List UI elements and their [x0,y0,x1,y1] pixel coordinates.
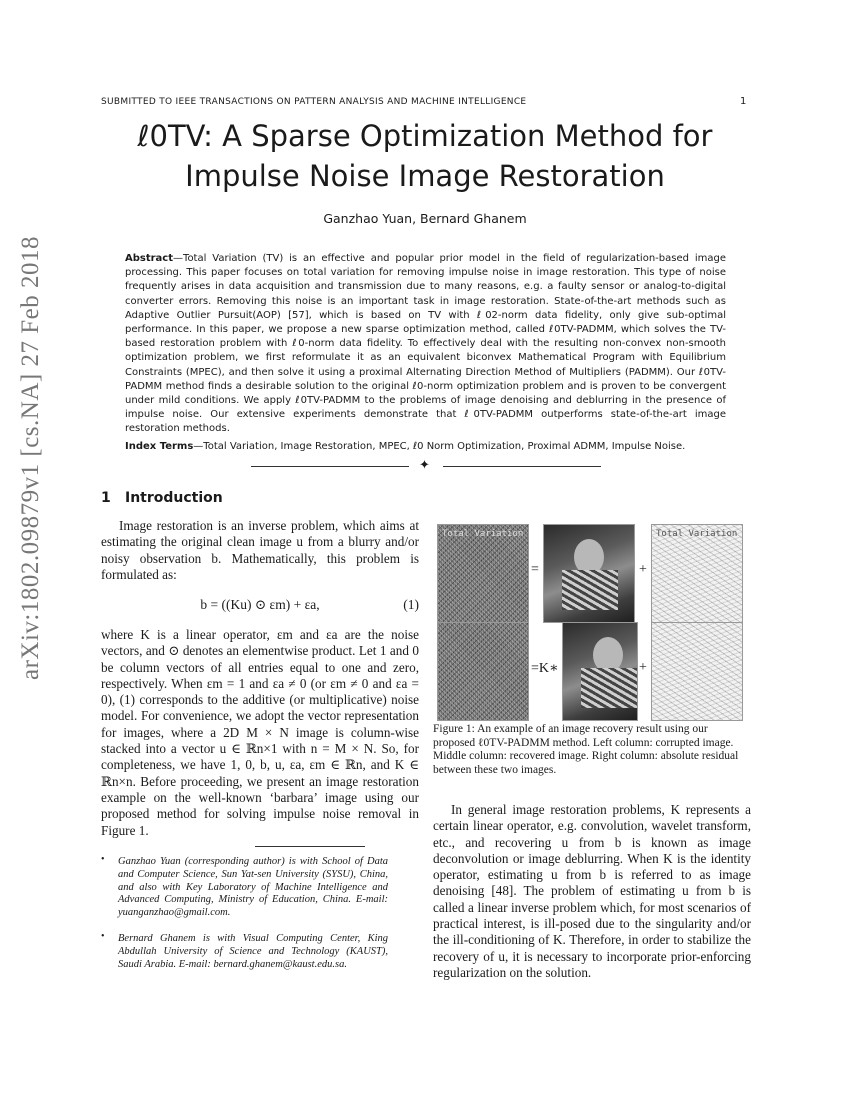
equation-number: (1) [403,597,419,612]
equals-operator: = [531,562,539,577]
abstract [125,252,726,437]
index-terms-text: —Total Variation, Image Restoration, MPEC, ℓ0 Norm Optimization, Proximal ADMM, Impulse Noise. [193,441,686,452]
corrupted-image-bottom [437,622,529,721]
right-paragraph-1: In general image restoration problems, K represents a certain linear operator, e.g. convolution, wavelet transform, etc., and recovering u from b is known as image deconvolution or image deblurring. When K is the identity operator, estimating u from b is referred to as image denoising [48]. The problem of estimating u from b is called a linear inverse problem which, for most scenarios of practical interest, is ill-posed due to the singularity and/or the ill-conditioning of K. Therefore, in order to stabilize the recovery of u, it is necessary to incorporate prior-enforcing regularization on the solution. [433,802,751,980]
tile-label: Total Variation [656,529,738,539]
abstract-label: Abstract [125,253,174,264]
portrait-scarf [581,668,637,708]
index-terms-label: Index Terms [125,441,194,452]
footnote-author-2: Bernard Ghanem is with Visual Computing Center, King Abdullah University of Science and Technology (KAUST), Saudi Arabia. E-mail: bernard.ghanem@kaust.edu.sa. [118,933,388,970]
footnote-bullet: • [101,931,105,942]
footnote-author-1: Ganzhao Yuan (corresponding author) is with School of Data and Computer Science, Sun Yat-sen University (SYSU), China, and also with Key Laboratory of Machine Intelligence and Advanced Computing, Ministry of Education, China. E-mail: yuanganzhao@gmail.com. [118,856,388,919]
page-number: 1 [740,96,747,107]
separator-rule-left [251,466,409,467]
intro-paragraph-2: where K is a linear operator, εm and εa are the noise vectors, and ⊙ denotes an elementwise product. Let 1 and 0 be column vectors of all entries equal to one and zero, respectively. When εm = 1 and εa ≠ 0 (or εm ≠ 0 and εa = 0), (1) corresponds to the additive (or multiplicative) noise model. For convenience, we adopt the vector representation for images, where a 2D M × N image is column-wise stacked into a vector u ∈ ℝn×1 with n = M × N. So, for completeness, we have 1, 0, b, u, εa, εm ∈ ℝn, and K ∈ ℝn×n. Before proceeding, we present an image restoration example on the well-known ‘barbara’ image using our proposed method for solving impulse noise removal in Figure 1. [101,627,419,838]
recovered-image-bottom [562,622,638,721]
paper-title: ℓ0TV: A Sparse Optimization Method for Impulse Noise Image Restoration [137,119,713,193]
footnote-bullet: • [101,854,105,865]
separator-rule-right [443,466,601,467]
section-title: Introduction [125,490,223,506]
footnote-rule [255,846,365,847]
residual-image-top [651,524,743,623]
abstract-text: —Total Variation (TV) is an effective and popular prior model in the field of regularization-based image processing. This paper focuses on total variation for removing impulse noise in image restoration. This type of noise frequently arises in data acquisition and transmission due to many reasons, e.g. a faulty sensor or analog-to-digital converter errors. Removing this noise is an important task in image restoration. State-of-the-art methods such as Adaptive Outlier Pursuit(AOP) [57], which is based on TV with ℓ02-norm data fidelity, only give sub-optimal performance. In this paper, we propose a new sparse optimization method, called ℓ0TV-PADMM, which solves the TV-based restoration problem with ℓ0-norm data fidelity. To effectively deal with the resulting non-convex non-smooth optimization problem, we first reformulate it as an equivalent biconvex Mathematical Program with Equilibrium Constraints (MPEC), and then solve it using a proximal Alternating Direction Method of Multipliers (PADMM). Our ℓ0TV-PADMM method finds a desirable solution to the original ℓ0-norm optimization problem and is proven to be convergent under mild conditions. We apply ℓ0TV-PADMM to the problems of image denoising and deblurring in the presence of impulse noise. Our extensive experiments demonstrate that ℓ0TV-PADMM outperforms state-of-the-art image restoration methods. [125,253,726,435]
running-header: SUBMITTED TO IEEE TRANSACTIONS ON PATTERN ANALYSIS AND MACHINE INTELLIGENCE [101,97,527,107]
residual-image-bottom [651,622,743,721]
plus-operator: + [639,660,647,675]
plus-operator: + [639,562,647,577]
equals-convolution-operator: =K∗ [531,661,559,676]
paper-authors: Ganzhao Yuan, Bernard Ghanem [323,211,527,226]
separator-diamond-icon: ✦ [419,458,430,473]
corrupted-image-top [437,524,529,623]
arxiv-identifier: arXiv:1802.09879v1 [cs.NA] 27 Feb 2018 [17,236,44,680]
equation-1 [101,597,419,613]
intro-paragraph-1: Image restoration is an inverse problem, which aims at estimating the original clean image u from a blurry and/or noisy observation b. Mathematically, this problem is formulated as: [101,518,419,582]
recovered-image-top [543,524,635,623]
index-terms [125,440,726,454]
tile-label: Total Variation [442,529,524,539]
equation-body: b = ((Ku) ⊙ εm) + εa, [200,597,320,612]
section-heading [101,490,223,506]
section-number: 1 [101,490,111,506]
portrait-scarf [562,570,618,610]
figure-caption: Figure 1: An example of an image recovery result using our proposed ℓ0TV-PADMM method. Left column: corrupted image. Middle column: recovered image. Right column: absolute residual between these two images. [433,723,739,777]
